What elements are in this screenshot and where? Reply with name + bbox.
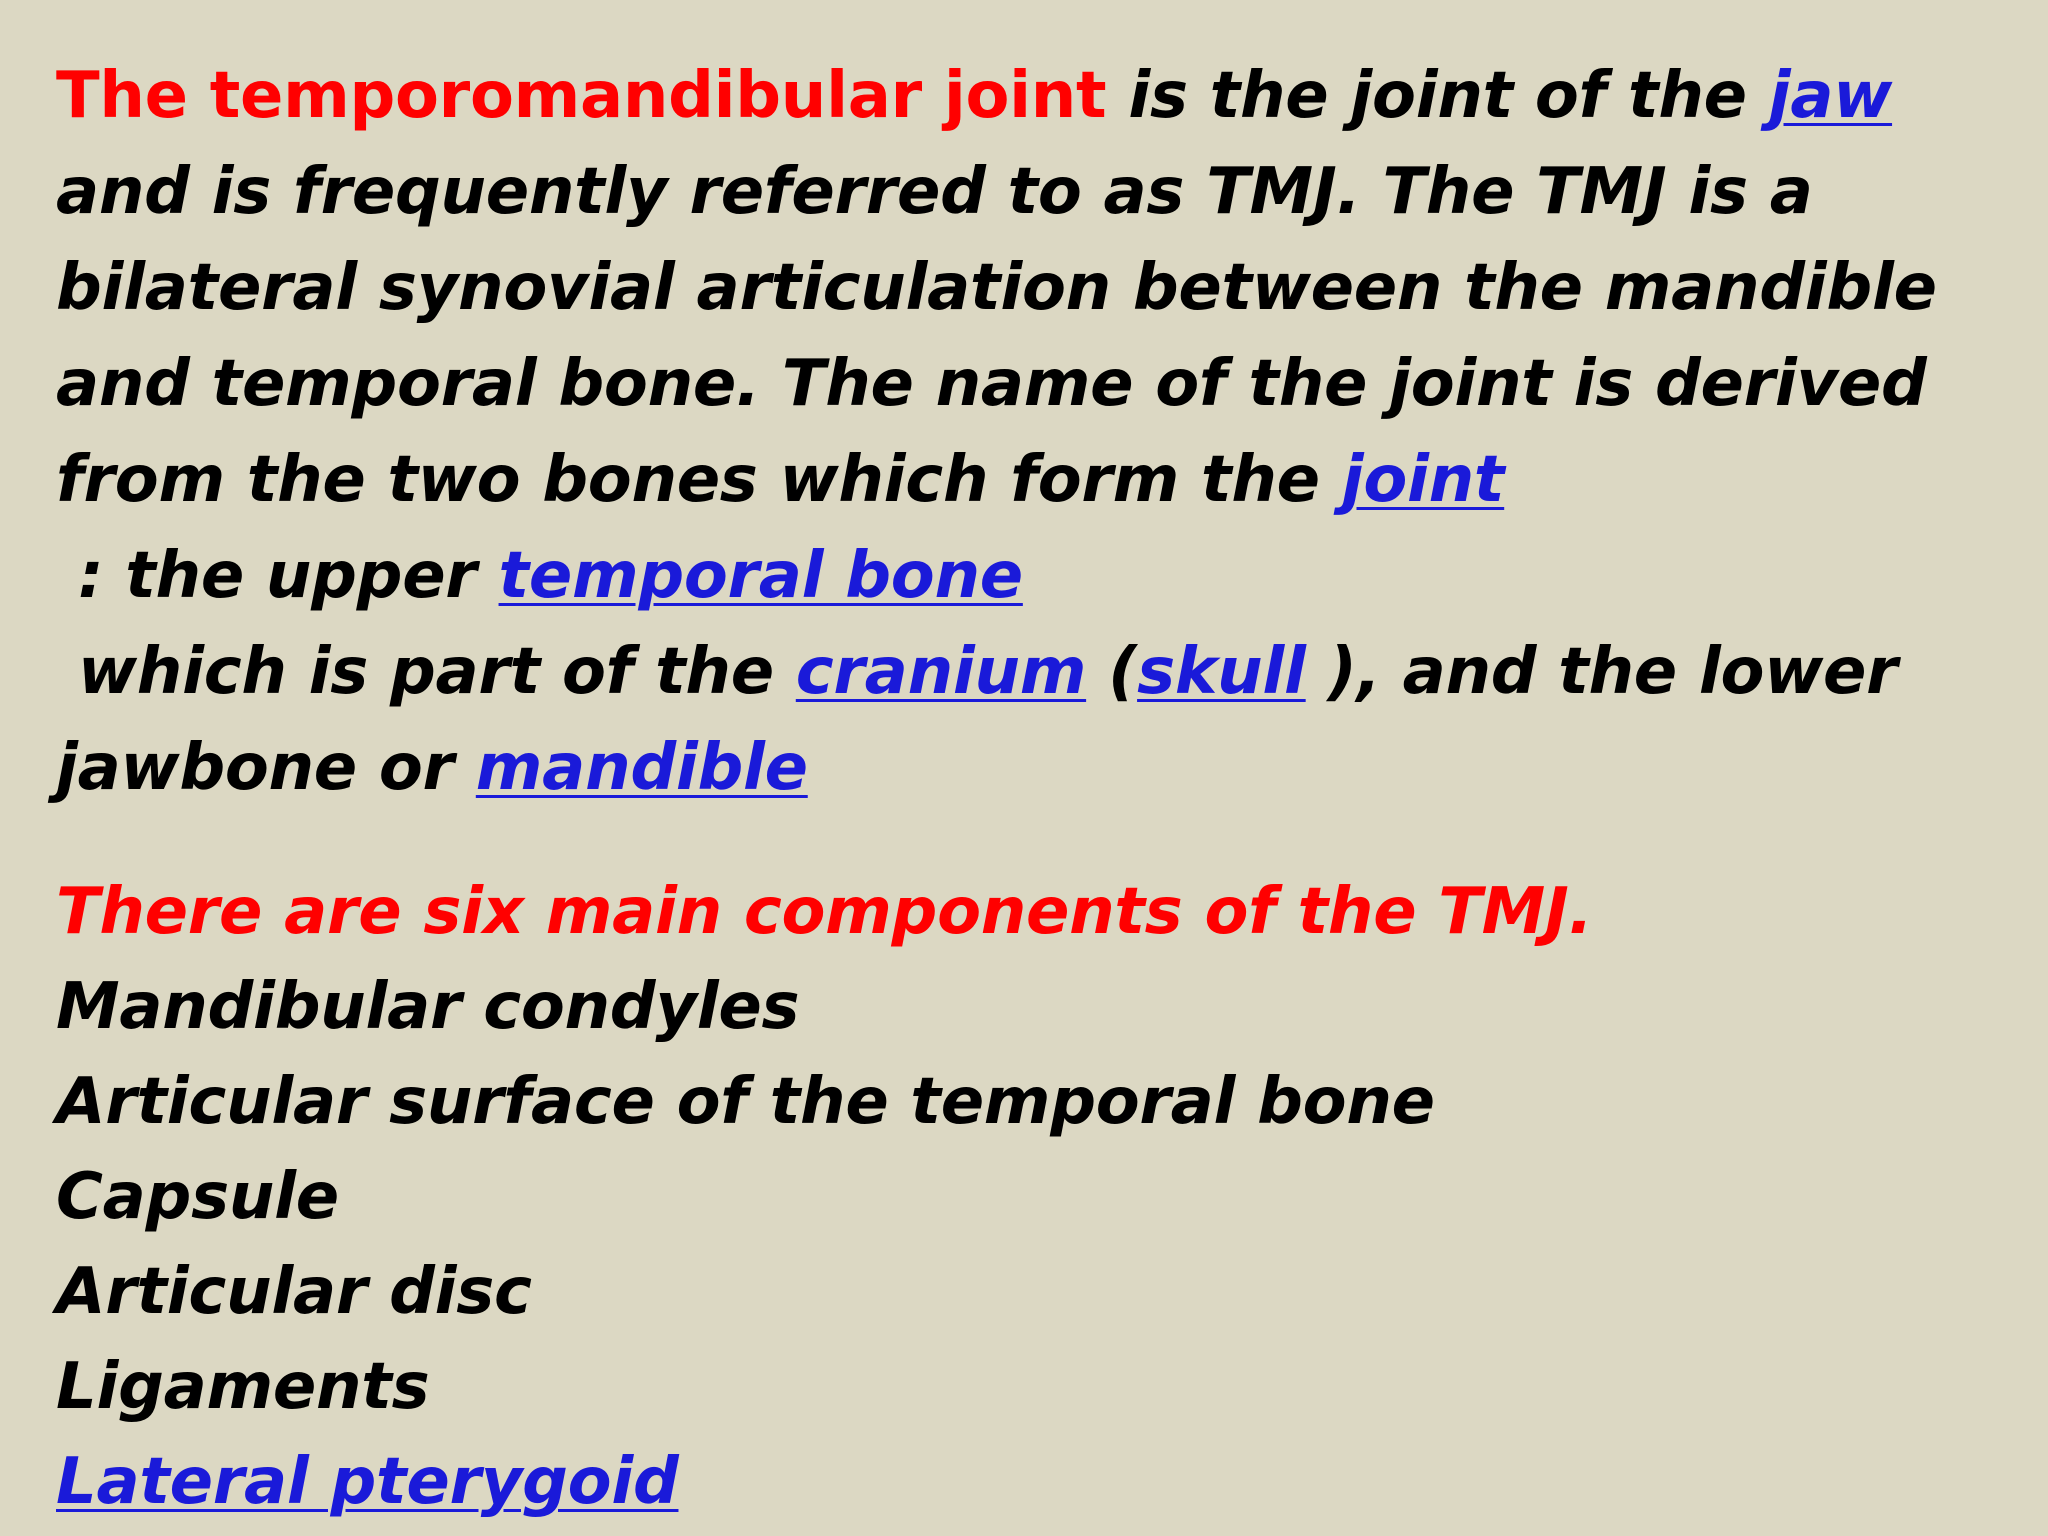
intro-text-6: ), and the lower jawbone or: [56, 635, 1898, 805]
link-cranium[interactable]: cranium: [795, 635, 1087, 709]
component-mandibular-condyles: Mandibular condyles: [56, 970, 800, 1044]
link-joint[interactable]: joint: [1341, 443, 1505, 517]
link-jaw[interactable]: jaw: [1768, 59, 1893, 133]
list-item: [56, 1340, 1992, 1435]
components-list: [56, 960, 1992, 1530]
intro-text-1: is the joint of the: [1106, 59, 1769, 133]
intro-text-3: : the upper: [56, 539, 499, 613]
list-item: [56, 1150, 1992, 1245]
component-articular-surface: Articular surface of the temporal bone: [56, 1065, 1435, 1139]
intro-paragraph: [56, 48, 1992, 816]
list-item: [56, 1245, 1992, 1340]
link-mandible[interactable]: mandible: [475, 731, 808, 805]
component-articular-disc: Articular disc: [56, 1255, 532, 1329]
list-item: [56, 960, 1992, 1055]
link-temporal-bone[interactable]: temporal bone: [498, 539, 1023, 613]
link-lateral-pterygoid[interactable]: Lateral pterygoid: [56, 1445, 679, 1519]
component-capsule: Capsule: [56, 1160, 339, 1234]
list-item: [56, 1435, 1992, 1530]
list-item: [56, 1055, 1992, 1150]
intro-text-5: (: [1086, 635, 1138, 709]
components-heading: There are six main components of the TMJ.: [56, 875, 1593, 949]
term-tmj: The temporomandibular joint: [56, 59, 1107, 133]
link-skull[interactable]: skull: [1137, 635, 1306, 709]
intro-text-2: and is frequently referred to as TMJ. The TMJ is a bilateral synovial articulation between the mandible and temporal bone. The name of the joint is derived from the two bones which form the: [56, 155, 1937, 517]
component-ligaments: Ligaments: [56, 1350, 430, 1424]
intro-text-4: which is part of the: [56, 635, 796, 709]
